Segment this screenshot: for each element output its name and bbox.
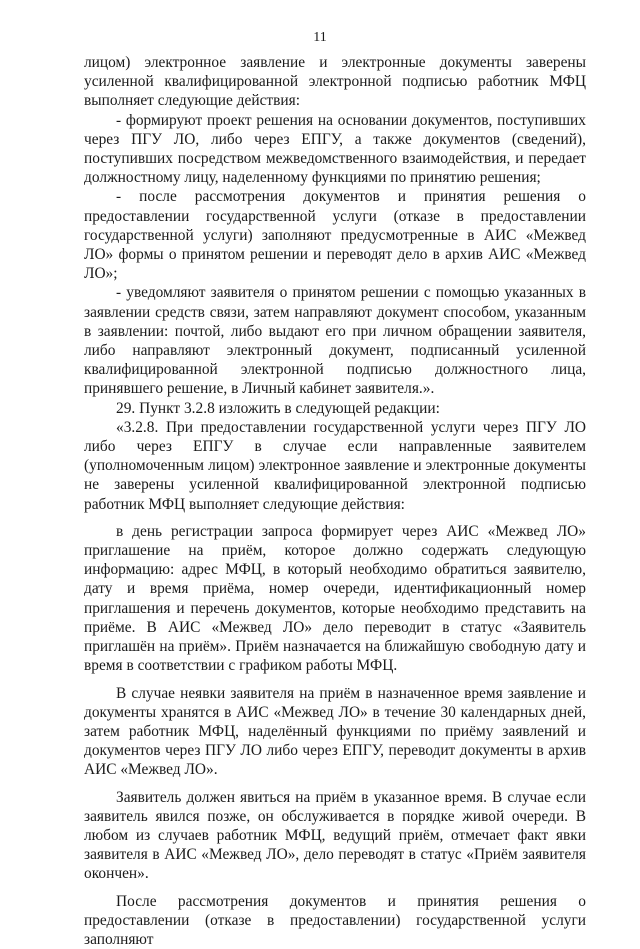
paragraph-bullet-form-project: - формируют проект решения на основании документов, поступивших через ПГУ ЛО, либо через ЕПГУ, а также документов (сведений), поступивших посредством межведомственного взаимодействия, и передает должностному лицу, наделенному функциями по принятию решения; <box>84 111 586 187</box>
paragraph-appear-on-time: Заявитель должен явиться на приём в указанное время. В случае если заявитель явился позже, он обслуживается в порядке живой очереди. В любом из случаев работник МФЦ, ведущий приём, отмечает факт явки заявителя в АИС «Межвед ЛО», дело переводят в статус «Приём заявителя окончен». <box>84 788 586 883</box>
paragraph-registration-day: в день регистрации запроса формирует через АИС «Межвед ЛО» приглашение на приём, которое должно содержать следующую информацию: адрес МФЦ, в который необходимо обратиться заявителю, дату и время приёма, номер очереди, идентификационный номер приглашения и перечень документов, которые необходимо представить на приёме. В АИС «Межвед ЛО» дело переводит в статус «Заявитель приглашён на приём». Приём назначается на ближайшую свободную дату и время в соответствии с графиком работы МФЦ. <box>84 522 586 675</box>
paragraph-after-review: После рассмотрения документов и принятия решения о предоставлении (отказе в предоставлении) государственной услуги заполняют <box>84 892 586 948</box>
paragraph-continuation: лицом) электронное заявление и электронные документы заверены усиленной квалифицированной электронной подписью работник МФЦ выполняет следующие действия: <box>84 54 586 110</box>
paragraph-3-2-8: «3.2.8. При предоставлении государственной услуги через ПГУ ЛО либо через ЕПГУ в случае если направленные заявителем (уполномоченным лицом) электронное заявление и электронные документы не заверены усиленной квалифицированной электронной подписью работник МФЦ выполняет следующие действия: <box>84 418 586 513</box>
paragraph-no-show: В случае неявки заявителя на приём в назначенное время заявление и документы хранятся в АИС «Межвед ЛО» в течение 30 календарных дней, затем работник МФЦ, наделённый функциями по приёму заявлений и документов через ПГУ ЛО либо через ЕПГУ, переводит документы в архив АИС «Межвед ЛО». <box>84 684 586 779</box>
paragraph-item-29: 29. Пункт 3.2.8 изложить в следующей редакции: <box>116 399 440 417</box>
document-body <box>84 53 586 949</box>
paragraph-bullet-after-review: - после рассмотрения документов и принятия решения о предоставлении государственной услуги (отказе в предоставлении государственной услуги) заполняют предусмотренные в АИС «Межвед ЛО» формы о принятом решении и переводят дело в архив АИС «Межвед ЛО»; <box>84 188 586 283</box>
page-number: 11 <box>313 30 327 45</box>
paragraph-bullet-notify: - уведомляют заявителя о принятом решении с помощью указанных в заявлении средств связи, затем направляют документ способом, указанным в заявлении: почтой, либо выдают его при личном обращении заявителя, либо направляют электронный документ, подписанный усиленной квалифицированной электронной подписью должностного лица, принявшего решение, в Личный кабинет заявителя.». <box>84 284 586 398</box>
